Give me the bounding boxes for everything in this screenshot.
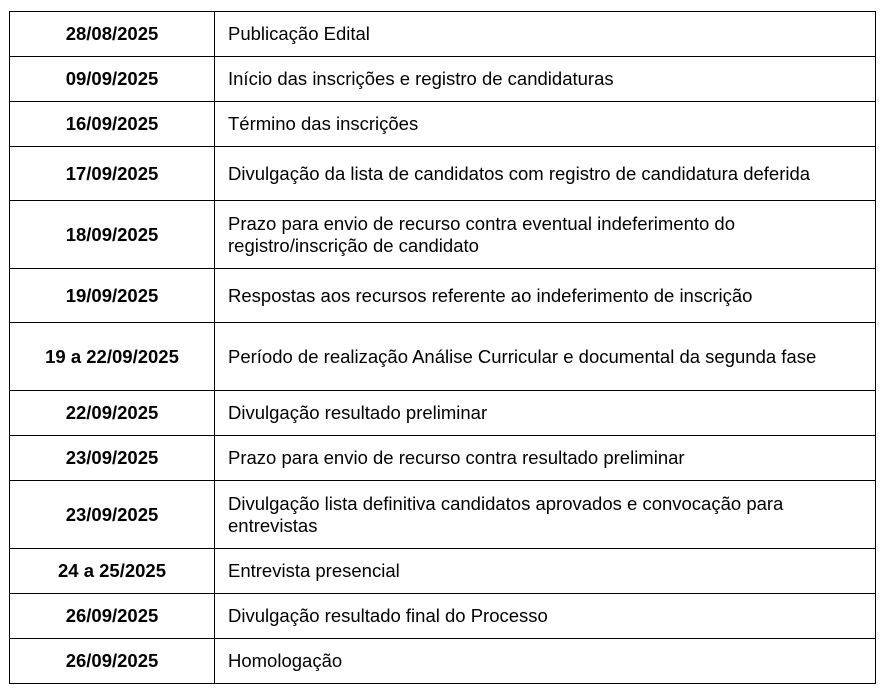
event-cell: Respostas aos recursos referente ao indeferimento de inscrição: [215, 269, 876, 323]
event-cell: Término das inscrições: [215, 102, 876, 147]
event-cell: Divulgação da lista de candidatos com registro de candidatura deferida: [215, 147, 876, 201]
table-row: [10, 639, 876, 684]
date-cell: 23/09/2025: [10, 481, 215, 549]
table-row: [10, 12, 876, 57]
date-cell: 26/09/2025: [10, 639, 215, 684]
event-cell: Entrevista presencial: [215, 549, 876, 594]
table-row: [10, 391, 876, 436]
event-cell: Homologação: [215, 639, 876, 684]
date-cell: 16/09/2025: [10, 102, 215, 147]
date-cell: 24 a 25/2025: [10, 549, 215, 594]
table-row: [10, 549, 876, 594]
table-row: [10, 102, 876, 147]
event-cell: Divulgação resultado preliminar: [215, 391, 876, 436]
date-cell: 19 a 22/09/2025: [10, 323, 215, 391]
date-cell: 23/09/2025: [10, 436, 215, 481]
event-cell: Prazo para envio de recurso contra resultado preliminar: [215, 436, 876, 481]
table-row: [10, 436, 876, 481]
table-row: [10, 481, 876, 549]
event-cell: Início das inscrições e registro de candidaturas: [215, 57, 876, 102]
table-row: [10, 323, 876, 391]
date-cell: 18/09/2025: [10, 201, 215, 269]
table-row: [10, 57, 876, 102]
table-row: [10, 269, 876, 323]
table-row: [10, 594, 876, 639]
event-cell: Divulgação resultado final do Processo: [215, 594, 876, 639]
table-row: [10, 147, 876, 201]
date-cell: 22/09/2025: [10, 391, 215, 436]
event-cell: Prazo para envio de recurso contra eventual indeferimento do registro/inscrição de candidato: [215, 201, 876, 269]
date-cell: 17/09/2025: [10, 147, 215, 201]
event-cell: Período de realização Análise Curricular e documental da segunda fase: [215, 323, 876, 391]
date-cell: 19/09/2025: [10, 269, 215, 323]
date-cell: 28/08/2025: [10, 12, 215, 57]
event-cell: Publicação Edital: [215, 12, 876, 57]
table-row: [10, 201, 876, 269]
date-cell: 26/09/2025: [10, 594, 215, 639]
event-cell: Divulgação lista definitiva candidatos aprovados e convocação para entrevistas: [215, 481, 876, 549]
schedule-table: [9, 11, 876, 684]
date-cell: 09/09/2025: [10, 57, 215, 102]
